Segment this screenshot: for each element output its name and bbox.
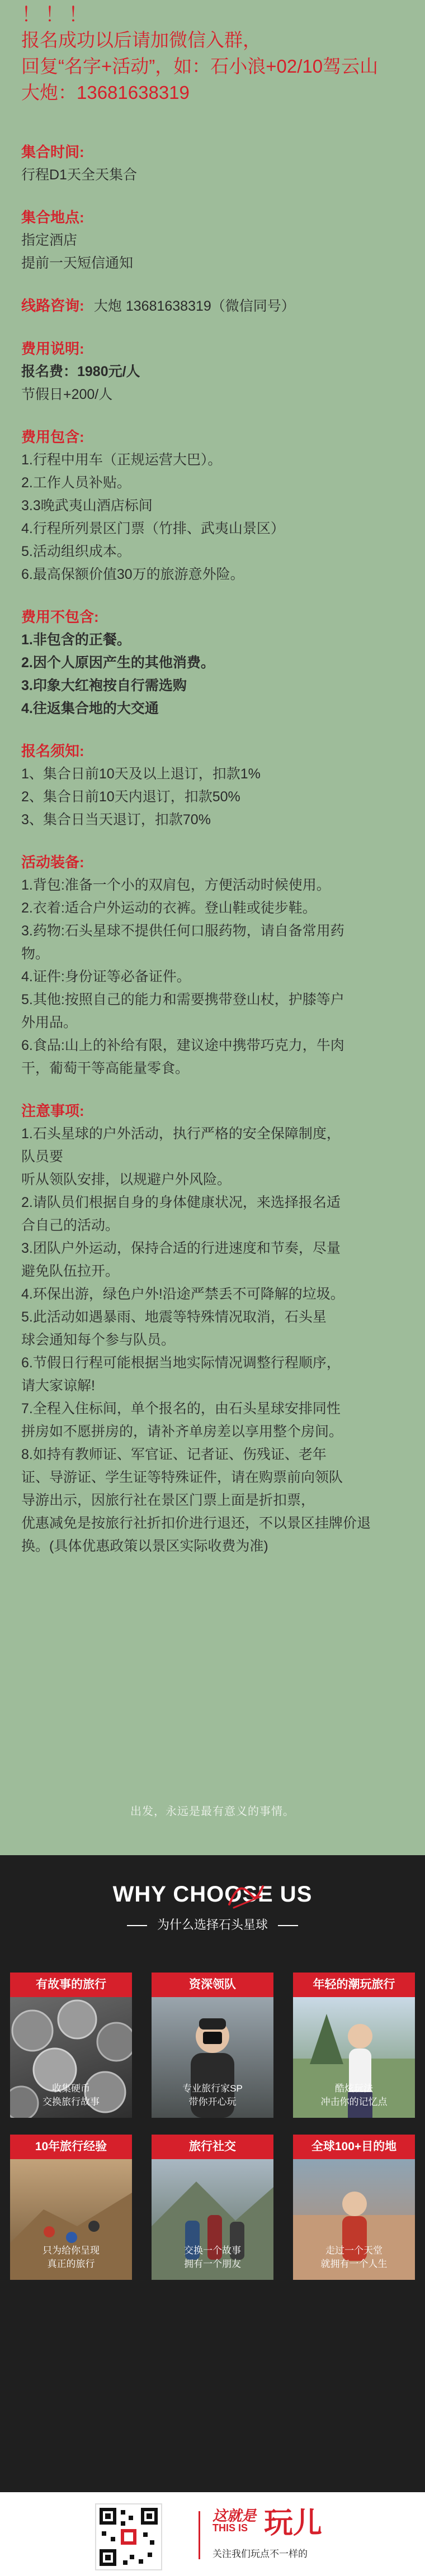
slogan-text: 出发，永远是最有意义的事情。	[130, 1805, 295, 1818]
card-label	[293, 2244, 415, 2271]
girl-photo	[293, 1997, 415, 2118]
caution-line: 导游出示，因旅行社在景区门票上面是折扣票，	[21, 1493, 315, 1508]
fee-include-item: 6.最高保额价值30万的旅游意外险。	[21, 567, 244, 582]
route-consult-section	[21, 294, 407, 318]
card-story-travel[interactable]	[10, 1973, 132, 2118]
fee-include-item: 3.3晚武夷山酒店标间	[21, 498, 153, 514]
qr-pattern	[96, 2504, 161, 2569]
meeting-time-heading: 集合时间:	[21, 144, 84, 160]
meeting-time-section	[21, 140, 407, 187]
caution-line: 听从领队安排，以规避户外风险。	[21, 1172, 232, 1187]
card-label-line2: 就拥有一个人生	[320, 2259, 388, 2269]
card-label-line2: 冲击你的记忆点	[320, 2097, 388, 2107]
card-ten-years[interactable]	[10, 2135, 132, 2280]
caution-section	[21, 1099, 407, 1558]
coins-photo	[10, 1997, 132, 2118]
signup-notice-section	[21, 739, 407, 831]
card-label-line1: 走过一个天堂	[325, 2245, 382, 2256]
red-scribble-decoration	[224, 1878, 268, 1911]
fee-line1: 报名费：1980元/人	[21, 364, 140, 379]
card-label	[152, 2082, 273, 2109]
card-caption: 年轻的潮玩旅行	[293, 1973, 415, 1997]
fee-exclude-item: 1.非包含的正餐。	[21, 632, 131, 648]
fee-exclude-item: 2.因个人原因产生的其他消费。	[21, 655, 215, 671]
bottom-brand-bar	[0, 2492, 425, 2576]
route-consult-text: 大炮 13681638319（微信同号）	[93, 298, 295, 314]
caution-heading: 注意事项:	[21, 1102, 84, 1119]
caution-line: 5.此活动如遇暴雨、地震等特殊情况取消，石头星	[21, 1309, 327, 1325]
fee-include-item: 1.行程中用车（正规运营大巴）。	[21, 452, 222, 468]
meeting-place-section	[21, 206, 407, 275]
why-choose-us-section	[0, 1855, 425, 2576]
card-caption: 有故事的旅行	[10, 1973, 132, 1997]
gear-line: 物。	[21, 946, 50, 962]
seaside-photo	[293, 2159, 415, 2280]
caution-line: 6.节假日行程可能根据当地实际情况调整行程顺序，	[21, 1355, 341, 1371]
card-travel-social[interactable]	[152, 2135, 273, 2280]
card-caption: 10年旅行经验	[10, 2135, 132, 2159]
caution-line: 7.全程入住标间，单个报名的，由石头星球安排同性	[21, 1401, 341, 1417]
card-caption: 旅行社交	[152, 2135, 273, 2159]
qr-code[interactable]	[95, 2503, 162, 2570]
slogan-this-is-cn: 这就是	[212, 2507, 257, 2524]
meeting-place-heading: 集合地点:	[21, 209, 84, 226]
card-label-line1: 专业旅行家SP	[182, 2083, 243, 2094]
card-label-line2: 交换旅行故事	[42, 2097, 100, 2107]
card-label-line2: 带你开心玩	[188, 2097, 237, 2107]
why-subtitle: 为什么选择石头星球	[157, 1918, 268, 1932]
gear-line: 干，葡萄干等高能量零食。	[21, 1061, 190, 1076]
fee-heading: 费用说明:	[21, 340, 84, 357]
caution-line: 2.请队员们根据自身的身体健康状况，来选择报名适	[21, 1195, 341, 1210]
meeting-place-line2: 提前一天短信通知	[21, 255, 134, 271]
card-label-line2: 拥有一个朋友	[184, 2259, 241, 2269]
meeting-place-line1: 指定酒店	[21, 232, 78, 248]
card-label-line1: 收集硬币	[52, 2083, 90, 2094]
caution-line: 请大家谅解!	[21, 1378, 95, 1394]
slogan-this-is-en: THIS IS	[212, 2522, 248, 2534]
fee-exclude-section	[21, 605, 407, 720]
gear-line: 1.背包:准备一个小的双肩包，方便活动时候使用。	[21, 877, 330, 893]
brand-divider	[199, 2511, 200, 2559]
refund-rule: 2、集合日前10天内退订，扣款50%	[21, 789, 240, 805]
why-header	[0, 1855, 425, 1956]
fee-exclude-item: 3.印象大红袍按自行需选购	[21, 678, 187, 693]
why-subtitle-row	[0, 1916, 425, 1933]
card-label-line1: 只为给你呈现	[42, 2245, 100, 2256]
meeting-time-text: 行程D1天全天集合	[21, 167, 137, 183]
card-global-destinations[interactable]	[293, 2135, 415, 2280]
card-caption: 资深领队	[152, 1973, 273, 1997]
card-label	[10, 2082, 132, 2109]
gear-line: 6.食品:山上的补给有限，建议途中携带巧克力，牛肉	[21, 1038, 344, 1053]
slogan-play: 玩儿	[264, 2507, 323, 2540]
gear-section	[21, 850, 407, 1080]
fee-section	[21, 337, 407, 406]
card-label	[152, 2244, 273, 2271]
signup-notice-heading: 报名须知:	[21, 743, 84, 759]
gear-line: 外用品。	[21, 1015, 78, 1030]
card-caption: 全球100+目的地	[293, 2135, 415, 2159]
caution-line: 拼房如不愿拼房的，请补齐单房差以享用整个房间。	[21, 1424, 343, 1439]
why-title: WHY CHOOSE US	[112, 1882, 313, 1907]
signup-notice-line1: 报名成功以后请加微信入群，	[21, 30, 261, 50]
hikers-photo	[152, 2159, 273, 2280]
caution-line: 8.如持有教师证、军官证、记者证、伤残证、老年	[21, 1447, 327, 1462]
caution-line: 避免队伍拉开。	[21, 1263, 120, 1279]
fee-include-item: 2.工作人员补贴。	[21, 475, 131, 491]
guide-photo	[152, 1997, 273, 2118]
card-label-line1: 酷炫玩法	[335, 2083, 373, 2094]
refund-rule: 3、集合日当天退订，扣款70%	[21, 812, 211, 828]
divider-left	[127, 1925, 147, 1926]
caution-line: 换。(具体优惠政策以景区实际收费为准)	[21, 1538, 268, 1554]
fee-include-heading: 费用包含:	[21, 429, 84, 445]
caution-line: 合自己的活动。	[21, 1218, 120, 1233]
caution-line: 3.团队户外运动，保持合适的行进速度和节奏，尽量	[21, 1241, 341, 1256]
card-label-line2: 真正的旅行	[47, 2259, 95, 2269]
caution-line: 4.环保出游，绿色户外!沿途严禁丢不可降解的垃圾。	[21, 1286, 344, 1302]
caution-line: 证、导游证、学生证等特殊证件，请在购票前向领队	[21, 1470, 343, 1485]
fee-exclude-item: 4.往返集合地的大交通	[21, 701, 159, 716]
refund-rule: 1、集合日前10天及以上退订，扣款1%	[21, 766, 261, 782]
caution-line: 优惠减免是按旅行社折扣价进行退还，不以景区挂牌价退	[21, 1515, 371, 1531]
great-wall-photo	[10, 2159, 132, 2280]
fee-line2: 节假日+200/人	[21, 387, 113, 402]
card-young-trendy[interactable]	[293, 1973, 415, 2118]
exclaim-mark: ！！！	[21, 3, 92, 26]
gear-line: 2.衣着:适合户外运动的衣裤。登山鞋或徒步鞋。	[21, 900, 317, 916]
caution-line: 1.石头星球的户外活动，执行严格的安全保障制度，	[21, 1126, 341, 1142]
fee-include-item: 5.活动组织成本。	[21, 544, 131, 559]
card-label	[293, 2082, 415, 2109]
fee-include-item: 4.行程所列景区门票（竹排、武夷山景区）	[21, 521, 285, 536]
signup-notice-line2: 回复“名字+活动”，如：石小浪+02/10驾云山	[21, 56, 379, 77]
brand-slogan	[212, 2504, 336, 2566]
divider-right	[278, 1925, 298, 1926]
gear-line: 4.证件:身份证等必备证件。	[21, 969, 191, 985]
signup-notice-line3: 大炮：13681638319	[21, 82, 190, 103]
follow-us-text: 关注我们玩点不一样的	[212, 2549, 308, 2559]
fee-exclude-heading: 费用不包含:	[21, 609, 99, 625]
gear-heading: 活动装备:	[21, 854, 84, 871]
card-label-line1: 交换一个故事	[184, 2245, 241, 2256]
caution-line: 队员要	[21, 1149, 64, 1165]
route-consult-heading: 线路咨询:	[21, 297, 84, 314]
card-label	[10, 2244, 132, 2271]
card-senior-guide[interactable]	[152, 1973, 273, 2118]
fee-include-section	[21, 425, 407, 586]
gear-line: 3.药物:石头星球不提供任何口服药物，请自备常用药	[21, 923, 344, 939]
gear-line: 5.其他:按照自己的能力和需要携带登山杖，护膝等户	[21, 992, 344, 1007]
caution-line: 球会通知每个参与队员。	[21, 1332, 176, 1348]
